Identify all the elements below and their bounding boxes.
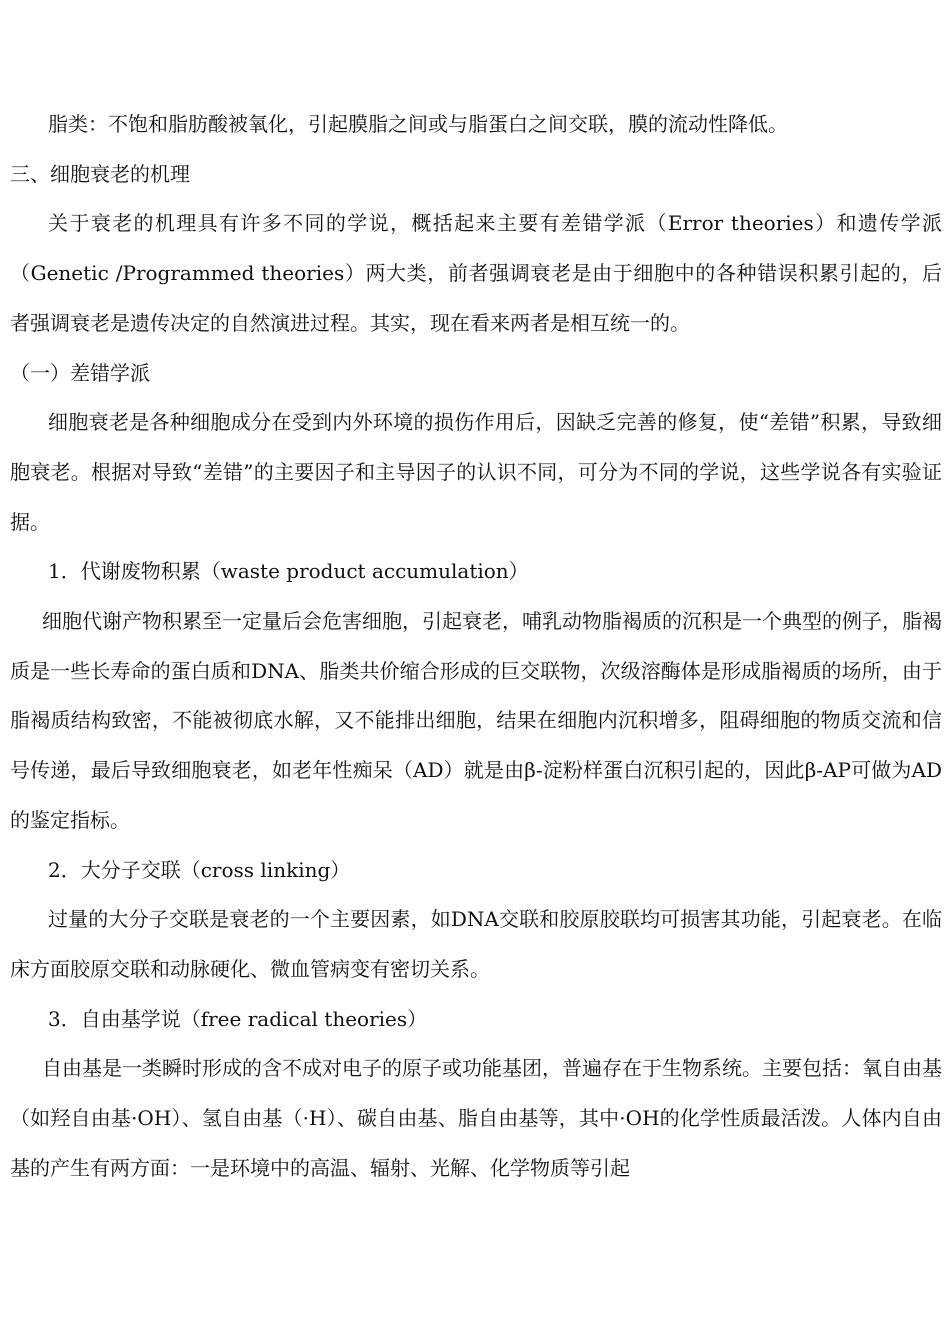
paragraph-error-accumulation: 细胞衰老是各种细胞成分在受到内外环境的损伤作用后，因缺乏完善的修复，使“差错”积累，导致细胞衰老。根据对导致“差错”的主要因子和主导因子的认识不同，可分为不同的学说，这些学说各有实验证据。 bbox=[10, 410, 942, 534]
paragraph-free-radical: 自由基是一类瞬时形成的含不成对电子的原子或功能基团，普遍存在于生物系统。主要包括：氧自由基（如羟自由基·OH）、氢自由基（·H）、碳自由基、脂自由基等，其中·OH的化学性质最活泼。人体内自由基的产生有两方面：一是环境中的高温、辐射、光解、化学物质等引起 bbox=[10, 1056, 942, 1180]
document-page bbox=[10, 100, 942, 1193]
item-title-waste-product: 1．代谢废物积累（waste product accumulation） bbox=[48, 559, 529, 584]
paragraph-lipids: 脂类：不饱和脂肪酸被氧化，引起膜脂之间或与脂蛋白之间交联，膜的流动性降低。 bbox=[48, 112, 788, 136]
item-title-free-radical: 3．自由基学说（free radical theories） bbox=[48, 1006, 428, 1031]
subsection-heading-error-theories: （一）差错学派 bbox=[10, 360, 150, 385]
item-title-cross-linking: 2．大分子交联（cross linking） bbox=[48, 857, 351, 882]
paragraph-theories-overview: 关于衰老的机理具有许多不同的学说，概括起来主要有差错学派（Error theories）和遗传学派（Genetic /Programmed theories）两大类，前者强调衰老是由于细胞中的各种错误积累引起的，后者强调衰老是遗传决定的自然演进过程。其实，现在看来两者是相互统一的。 bbox=[10, 211, 942, 335]
paragraph-waste-product: 细胞代谢产物积累至一定量后会危害细胞，引起衰老，哺乳动物脂褐质的沉积是一个典型的例子，脂褐质是一些长寿命的蛋白质和DNA、脂类共价缩合形成的巨交联物，次级溶酶体是形成脂褐质的场所，由于脂褐质结构致密，不能被彻底水解，又不能排出细胞，结果在细胞内沉积增多，阻碍细胞的物质交流和信号传递，最后导致细胞衰老，如老年性痴呆（AD）就是由β-淀粉样蛋白沉积引起的，因此β-AP可做为AD的鉴定指标。 bbox=[10, 609, 942, 832]
paragraph-cross-linking: 过量的大分子交联是衰老的一个主要因素，如DNA交联和胶原胶联均可损害其功能，引起衰老。在临床方面胶原交联和动脉硬化、微血管病变有密切关系。 bbox=[10, 907, 942, 981]
section-heading-aging-mechanism: 三、细胞衰老的机理 bbox=[10, 161, 190, 186]
